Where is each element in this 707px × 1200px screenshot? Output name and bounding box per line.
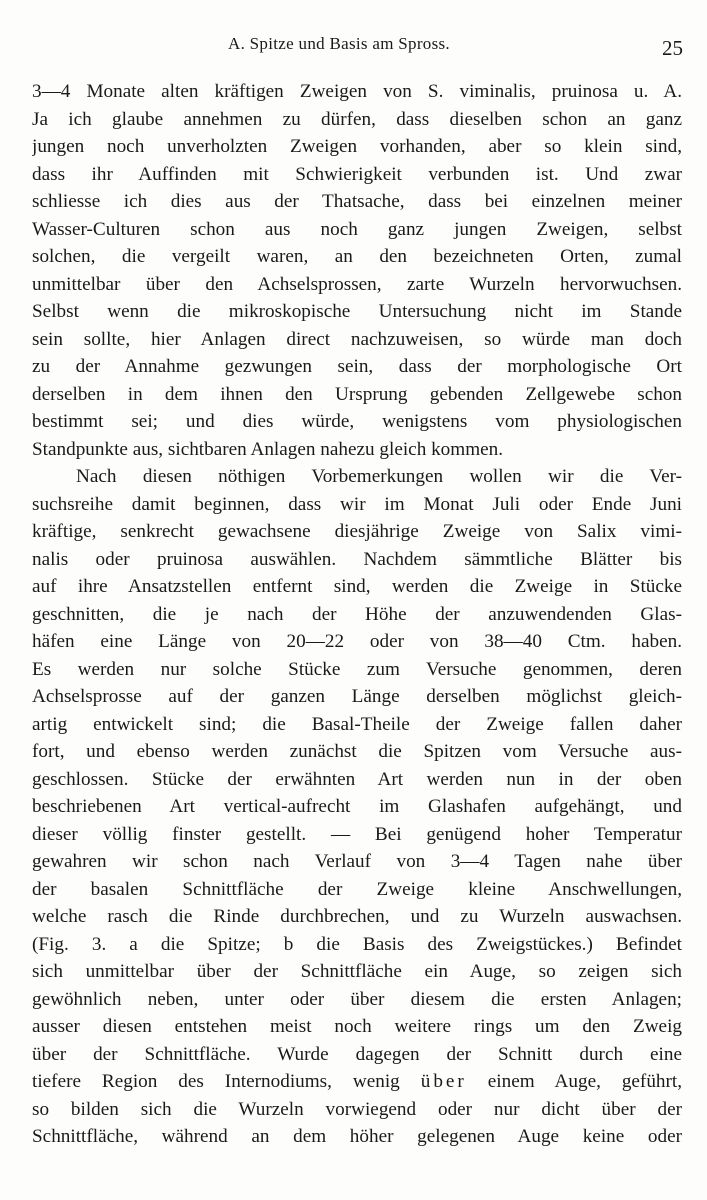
running-title: A. Spitze und Basis am Spross. [228,34,450,53]
running-head [0,34,707,58]
text-line: suchsreihe damit beginnen, dass wir im Monat Juli oder Ende Juni [32,493,682,515]
text-line: jungen noch unverholzten Zweigen vorhanden, aber so klein sind, [32,136,682,157]
text-line: unmittelbar über den Achselsprossen, zarte Wurzeln hervorwuchsen. [32,273,682,295]
text-line: sich unmittelbar über der Schnittfläche ein Auge, so zeigen sich [32,961,682,982]
text-line: fort, und ebenso werden zunächst die Spitzen vom Versuche aus- [32,741,682,762]
text-line: dieser völlig finster gestellt. — Bei genügend hoher Temperatur [32,823,682,845]
text-line: gewöhnlich neben, unter oder über diesem die ersten Anlagen; [32,988,682,1010]
page-number: 25 [662,36,683,60]
text-line: schliesse ich dies aus der Thatsache, dass bei einzelnen meiner [32,191,682,212]
body-text [32,78,682,1151]
text-line: zu der Annahme gezwungen sein, dass der morphologische Ort [32,356,682,377]
text-line: häfen eine Länge von 20—22 oder von 38—40 Ctm. haben. [32,631,682,652]
text-line: Ja ich glaube annehmen zu dürfen, dass dieselben schon an ganz [32,108,682,130]
text-line: sein sollte, hier Anlagen direct nachzuweisen, so würde man doch [32,328,682,350]
text-line: Selbst wenn die mikroskopische Untersuchung nicht im Stande [32,301,682,322]
text-line: (Fig. 3. a die Spitze; b die Basis des Zweigstückes.) Befindet [32,933,682,955]
text-line: 3—4 Monate alten kräftigen Zweigen von S. viminalis, pruinosa u. A. [32,81,682,102]
text-line: artig entwickelt sind; die Basal-Theile der Zweige fallen daher [32,713,682,735]
text-line: geschlossen. Stücke der erwähnten Art werden nun in der oben [32,768,682,790]
text-line: Schnittfläche, während an dem höher gelegenen Auge keine oder [32,1126,682,1147]
text-line: auf ihre Ansatzstellen entfernt sind, werden die Zweige in Stücke [32,576,682,597]
text-line: Wasser-Culturen schon aus noch ganz jungen Zweigen, selbst [32,218,682,240]
text-line: welche rasch die Rinde durchbrechen, und zu Wurzeln auswachsen. [32,906,682,927]
text-line: derselben in dem ihnen den Ursprung gebenden Zellgewebe schon [32,383,682,405]
text-line: beschriebenen Art vertical-aufrecht im Glashafen aufgehängt, und [32,796,682,817]
text-line: so bilden sich die Wurzeln vorwiegend oder nur dicht über der [32,1098,682,1120]
text-line [32,1068,682,1096]
text-line: dass ihr Auffinden mit Schwierigkeit verbunden ist. Und zwar [32,163,682,185]
text-line: nalis oder pruinosa auswählen. Nachdem sämmtliche Blätter bis [32,548,682,570]
text-line: Achselsprosse auf der ganzen Länge derselben möglichst gleich- [32,686,682,707]
text-line: über der Schnittfläche. Wurde dagegen der Schnitt durch eine [32,1043,682,1065]
text-line: geschnitten, die je nach der Höhe der anzuwendenden Glas- [32,603,682,625]
text-line: ausser diesen entstehen meist noch weitere rings um den Zweig [32,1016,682,1037]
text-line: gewahren wir schon nach Verlauf von 3—4 Tagen nahe über [32,851,682,872]
text-line: solchen, die vergeilt waren, an den bezeichneten Orten, zumal [32,246,682,267]
paragraph-last-line: Standpunkte aus, sichtbaren Anlagen nahezu gleich kommen. [32,438,504,460]
text-line-part: tiefere Region des Internodiums, wenig [32,1071,400,1092]
paragraph-first-line: Nach diesen nöthigen Vorbemerkungen wollen wir die Ver- [76,466,682,487]
text-line: bestimmt sei; und dies würde, wenigstens vom physiologischen [32,411,682,432]
text-line: Es werden nur solche Stücke zum Versuche genommen, deren [32,658,682,680]
text-line-part: einem Auge, geführt, [487,1071,682,1092]
text-line: kräftige, senkrecht gewachsene diesjährige Zweige von Salix vimi- [32,521,682,542]
text-line: der basalen Schnittfläche der Zweige kleine Anschwellungen, [32,878,682,900]
spaced-emphasis: über [420,1071,467,1092]
